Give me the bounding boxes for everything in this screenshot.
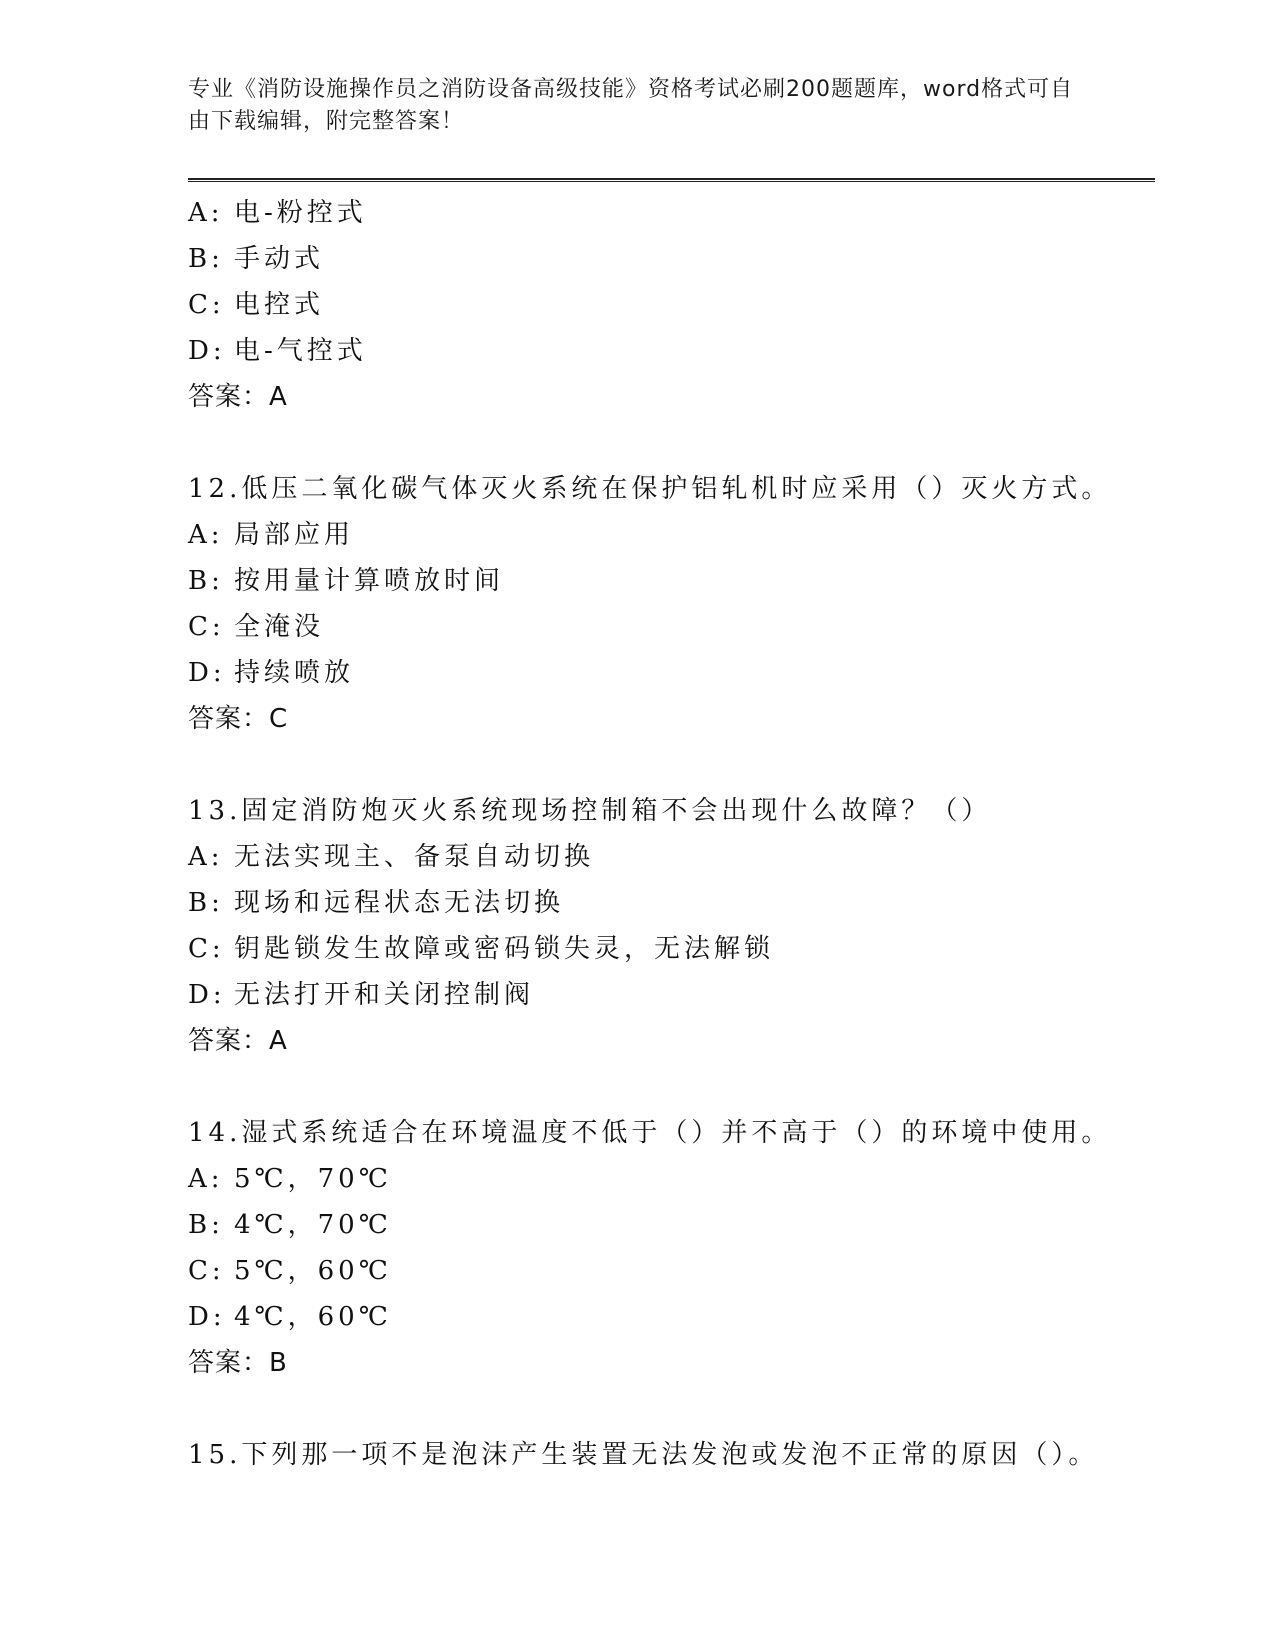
spacer xyxy=(188,420,1188,466)
option-d: D: 持续喷放 xyxy=(188,658,355,688)
option-b: B: 按用量计算喷放时间 xyxy=(188,566,505,596)
header-text: 专业《消防设施操作员之消防设备高级技能》资格考试必刷200题题库，word格式可自由下载编辑，附完整答案！ xyxy=(188,77,1074,134)
option-b: B: 现场和远程状态无法切换 xyxy=(188,888,565,918)
option-a: A: 局部应用 xyxy=(188,520,355,550)
spacer xyxy=(188,1064,1188,1110)
document-header xyxy=(188,74,1078,138)
answer-line: 答案：C xyxy=(188,704,289,734)
question-list xyxy=(188,190,1188,1478)
spacer xyxy=(188,1386,1188,1432)
question-title: 15.下列那一项不是泡沫产生装置无法发泡或发泡不正常的原因（）。 xyxy=(188,1440,1099,1470)
option-a: A: 电-粉控式 xyxy=(188,198,367,228)
partial-question xyxy=(188,190,1188,420)
question-title: 12.低压二氧化碳气体灭火系统在保护铝轧机时应采用（）灭火方式。 xyxy=(188,474,1112,504)
answer-line: 答案：B xyxy=(188,1348,288,1378)
option-c: C: 电控式 xyxy=(188,290,325,320)
answer-line: 答案：A xyxy=(188,1026,288,1056)
header-divider xyxy=(188,178,1155,182)
option-b: B: 手动式 xyxy=(188,244,325,274)
option-d: D: 4℃，60℃ xyxy=(188,1302,392,1332)
question-title: 13.固定消防炮灭火系统现场控制箱不会出现什么故障？（） xyxy=(188,796,992,826)
option-b: B: 4℃，70℃ xyxy=(188,1210,392,1240)
question-title: 14.湿式系统适合在环境温度不低于（）并不高于（）的环境中使用。 xyxy=(188,1118,1112,1148)
option-d: D: 电-气控式 xyxy=(188,336,367,366)
spacer xyxy=(188,742,1188,788)
option-a: A: 无法实现主、备泵自动切换 xyxy=(188,842,595,872)
question-13 xyxy=(188,788,1188,1064)
answer-line: 答案：A xyxy=(188,382,288,412)
option-c: C: 全淹没 xyxy=(188,612,325,642)
option-c: C: 钥匙锁发生故障或密码锁失灵，无法解锁 xyxy=(188,934,775,964)
option-a: A: 5℃，70℃ xyxy=(188,1164,392,1194)
question-12 xyxy=(188,466,1188,742)
option-c: C: 5℃，60℃ xyxy=(188,1256,392,1286)
option-d: D: 无法打开和关闭控制阀 xyxy=(188,980,535,1010)
question-14 xyxy=(188,1110,1188,1386)
question-15 xyxy=(188,1432,1188,1478)
